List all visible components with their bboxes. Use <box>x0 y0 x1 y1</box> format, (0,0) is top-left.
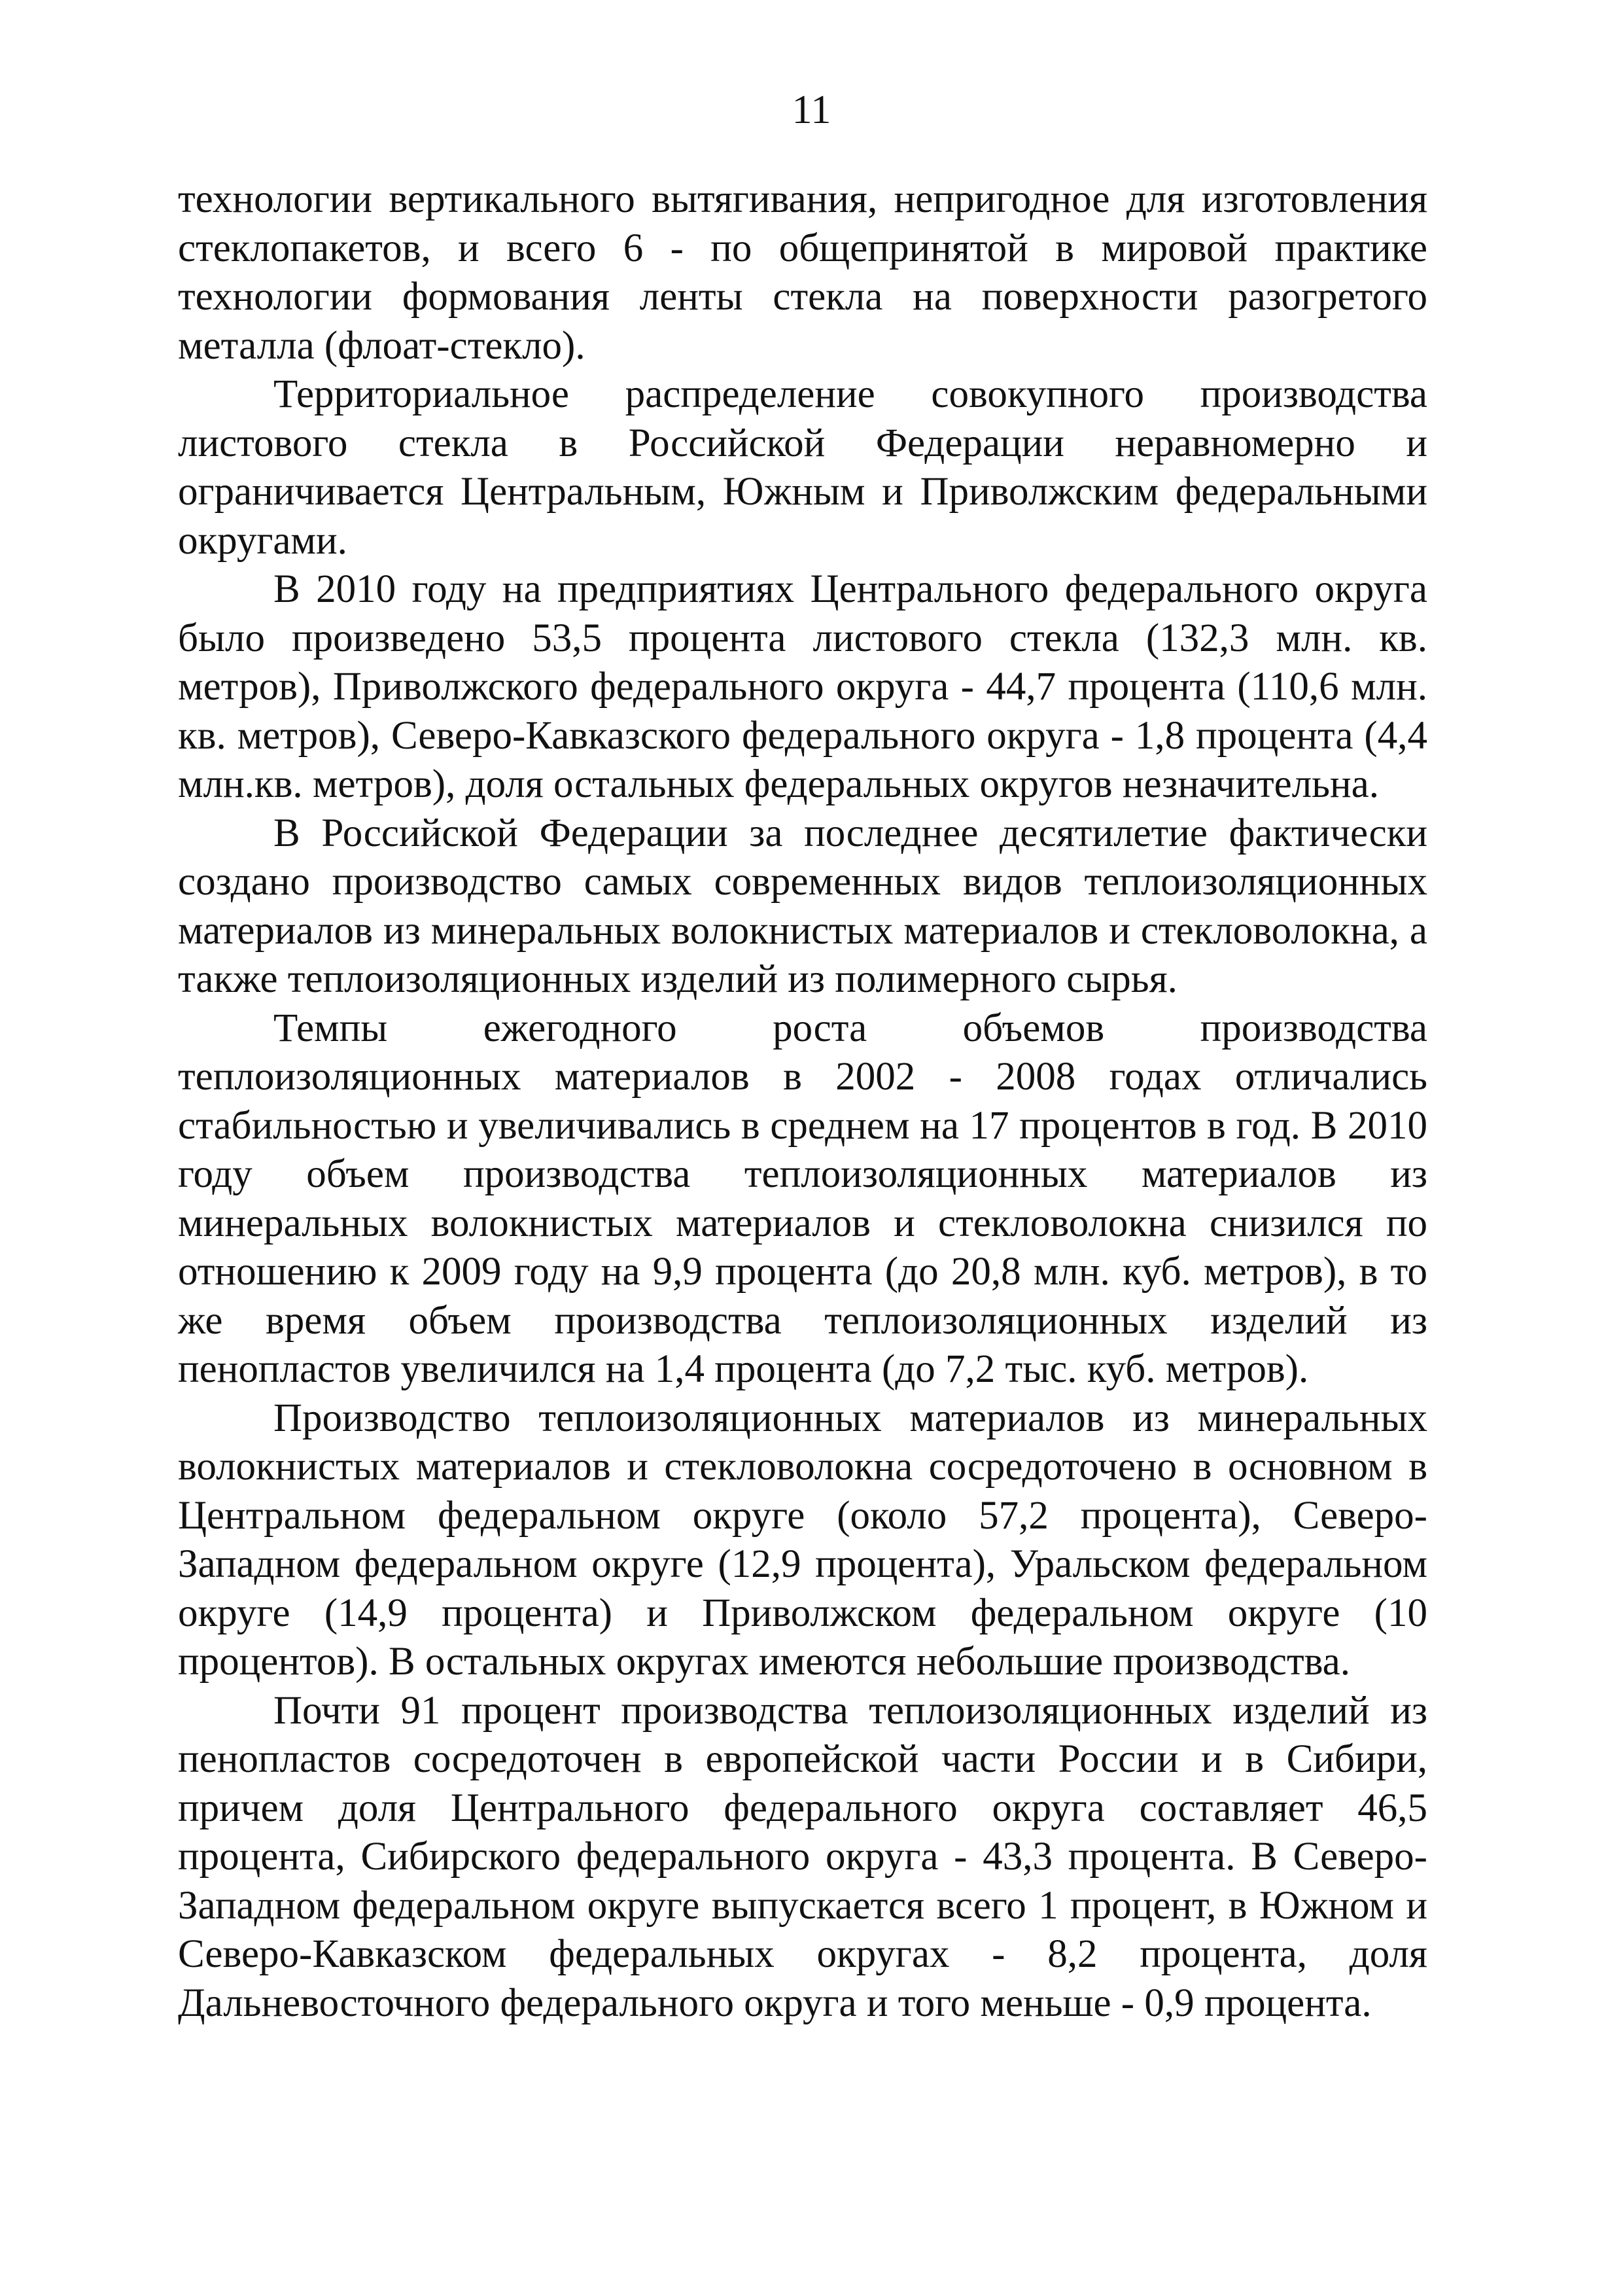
paragraph-territorial-distribution: Территориальное распределение совокупного производства листового стекла в Российской Федерации неравномерно и ограничивается Центральным, Южным и Приволжским федеральными округами. <box>178 372 1427 563</box>
paragraph-mineral-fiber-distribution: Производство теплоизоляционных материалов из минеральных волокнистых материалов и стекловолокна сосредоточено в основном в Центральном федеральном округе (около 57,2 процента), Северо-Западном федеральном округе (12,9 процента), Уральском федеральном округе (14,9 процента) и Приволжском федеральном округе (10 процентов). В остальных округах имеются небольшие производства. <box>178 1396 1427 1684</box>
page-number: 11 <box>792 88 831 132</box>
paragraph-growth-rates: Темпы ежегодного роста объемов производства теплоизоляционных материалов в 2002 - 2008 годах отличались стабильностью и увеличивались в среднем на 17 процентов в год. В 2010 году объем производства теплоизоляционных материалов из минеральных волокнистых материалов и стекловолокна снизился по отношению к 2009 году на 9,9 процента (до 20,8 млн. куб. метров), в то же время объем производства теплоизоляционных изделий из пенопластов увеличился на 1,4 процента (до 7,2 тыс. куб. метров). <box>178 1006 1427 1391</box>
paragraph-foam-distribution: Почти 91 процент производства теплоизоляционных изделий из пенопластов сосредоточен в европейской части России и в Сибири, причем доля Центрального федерального округа составляет 46,5 процента, Сибирского федерального округа - 43,3 процента. В Северо-Западном федеральном округе выпускается всего 1 процент, в Южном и Северо-Кавказском федеральных округах - 8,2 процента, доля Дальневосточного федерального округа и того меньше - 0,9 процента. <box>178 1688 1427 2025</box>
paragraph-modern-insulation: В Российской Федерации за последнее десятилетие фактически создано производство самых современных видов теплоизоляционных материалов из минеральных волокнистых материалов и стекловолокна, а также теплоизоляционных изделий из полимерного сырья. <box>178 811 1427 1001</box>
paragraph-glass-production-2010: В 2010 году на предприятиях Центрального федерального округа было произведено 53,5 процента листового стекла (132,3 млн. кв. метров), Приволжского федерального округа - 44,7 процента (110,6 млн. кв. метров), Северо-Кавказского федерального округа - 1,8 процента (4,4 млн.кв. метров), доля остальных федеральных округов незначительна. <box>178 567 1427 806</box>
paragraph-continuation: технологии вертикального вытягивания, непригодное для изготовления стеклопакетов, и всего 6 - по общепринятой в мировой практике технологии формования ленты стекла на поверхности разогретого металла (флоат-стекло). <box>178 177 1427 368</box>
document-body <box>178 175 1427 2028</box>
